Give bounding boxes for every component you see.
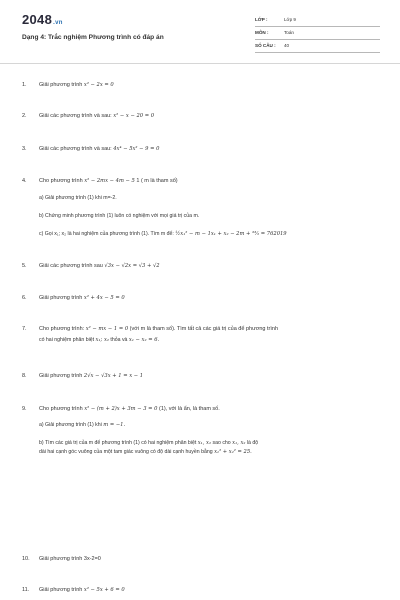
question-math: 2√x − √3x + 1 = x − 1 <box>83 373 144 379</box>
question-math: x² − 2mx − 4m − 5 <box>84 178 135 184</box>
part-text-end: là độ <box>246 440 259 446</box>
question-3 <box>22 146 159 152</box>
question-number: 9. <box>22 406 27 412</box>
question-text-after: (1), với là ẩn, là tham số. <box>159 406 220 412</box>
part-math: m = −1. <box>103 422 126 428</box>
question-math: x² + 4x − 5 = 0 <box>83 295 125 301</box>
meta-row-count <box>255 40 380 53</box>
question-math: 4x⁴ − 5x² − 9 = 0 <box>113 146 160 152</box>
part-math: ½x₁² − m − 1x₁ + x₂ − 2m + ³³⁄₂ = 762019 <box>175 231 287 237</box>
meta-row-class <box>255 14 380 27</box>
question-1 <box>22 82 114 88</box>
question-number: 8. <box>22 373 27 379</box>
meta-label-class: LỚP : <box>255 17 268 22</box>
part-math: x₁, x₂ <box>197 440 212 446</box>
part-text: c) Gọi x₁; x₂ là hai nghiệm của phương trình (1). Tìm m để: <box>39 231 174 237</box>
line-text-mid: thỏa và <box>110 337 128 343</box>
logo-text: 2048 <box>22 12 53 27</box>
question-4 <box>22 178 178 184</box>
meta-label-subject: MÔN : <box>255 30 269 35</box>
part-math: x₁² + x₂² = 25. <box>214 449 252 455</box>
question-4-part-a <box>39 194 117 202</box>
question-9-part-b <box>39 439 258 447</box>
question-text: Giải phương trình <box>39 373 83 379</box>
question-text: Giải phương trình <box>39 82 83 88</box>
question-number: 7. <box>22 326 27 332</box>
question-text: Cho phương trình <box>39 178 83 184</box>
question-10 <box>22 556 101 562</box>
line-math-2: x₁ − x₂ = 6. <box>128 337 160 343</box>
site-logo[interactable] <box>22 12 63 27</box>
question-11 <box>22 587 125 593</box>
question-9 <box>22 406 220 412</box>
question-text: Giải các phương trình và sau: <box>39 146 112 152</box>
question-number: 11. <box>22 587 30 593</box>
question-7 <box>22 326 278 332</box>
question-number: 2. <box>22 113 27 119</box>
meta-value-subject: Toán <box>284 30 294 35</box>
part-text: b) Tìm các giá trị của m để phương trình (1) có hai nghiệm phân biệt <box>39 440 197 446</box>
question-text: Giải phương trình <box>39 295 83 301</box>
question-text: Giải các phương trình và sau: <box>39 113 112 119</box>
question-8 <box>22 373 143 379</box>
meta-table <box>255 14 380 53</box>
logo-tld: .vn <box>53 20 63 26</box>
meta-value-count: 40 <box>284 43 290 48</box>
question-2 <box>22 113 154 119</box>
question-math: x² − (m + 2)x + 3m − 3 = 0 <box>84 406 158 412</box>
question-4-part-b <box>39 212 199 220</box>
question-5 <box>22 263 160 269</box>
question-9-part-a <box>39 421 125 429</box>
question-number: 4. <box>22 178 27 184</box>
question-text-after: (với m là tham số). Tìm tất cả các giá trị của để phương trình <box>129 326 279 332</box>
part-math-2: x₁, x₂ <box>232 440 246 446</box>
line-math: x₁; x₂ <box>95 337 109 343</box>
question-math: x² − mx − 1 = 0 <box>85 326 129 332</box>
question-text: Giải phương trình 3x-2=0 <box>39 556 101 562</box>
document-title: Dạng 4: Trắc nghiệm Phương trình có đáp án <box>22 34 164 41</box>
meta-label-count: SỐ CÂU : <box>255 43 276 48</box>
question-math: √3x − √2x = √3 + √2 <box>104 263 160 269</box>
part-text: a) Giải phương trình (1) khi m=-2. <box>39 195 117 201</box>
meta-value-class: Lớp 9 <box>284 17 296 22</box>
question-9-part-b-cont <box>39 448 252 456</box>
part-text-after: sao cho <box>212 440 231 446</box>
question-math: x² − 5x + 6 = 0 <box>83 587 125 593</box>
question-number: 10. <box>22 556 30 562</box>
meta-row-subject <box>255 27 380 40</box>
question-number: 1. <box>22 82 27 88</box>
question-text: Cho phương trình <box>39 406 83 412</box>
document-header <box>0 0 400 62</box>
part-text: dài hai cạnh góc vuông của một tam giác vuông có độ dài cạnh huyền bằng <box>39 449 213 455</box>
part-text: a) Giải phương trình (1) khi <box>39 422 102 428</box>
question-text: Cho phương trình: <box>39 326 85 332</box>
question-number: 6. <box>22 295 27 301</box>
question-6 <box>22 295 125 301</box>
question-text: Giải phương trình <box>39 587 83 593</box>
header-divider <box>0 63 400 64</box>
question-number: 5. <box>22 263 27 269</box>
question-math: x² − 2x = 0 <box>83 82 114 88</box>
question-number: 3. <box>22 146 27 152</box>
question-math: x² − x − 20 = 0 <box>113 113 155 119</box>
part-text: b) Chứng minh phương trình (1) luôn có nghiệm với mọi giá trị của m. <box>39 213 200 219</box>
question-7-line-2 <box>39 336 159 344</box>
question-text-after: 1 ( m là tham số) <box>136 178 178 184</box>
question-4-part-c <box>39 230 287 238</box>
question-text: Giải các phương trình sau <box>39 263 103 269</box>
line-text: có hai nghiệm phân biệt <box>39 337 95 343</box>
